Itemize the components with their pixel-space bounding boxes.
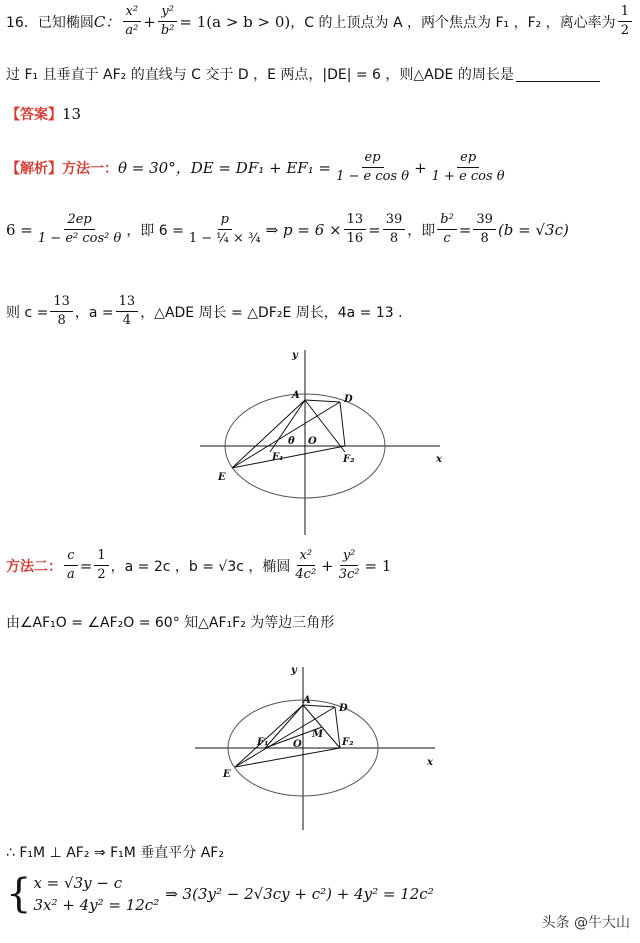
frac-num: b² <box>437 212 457 230</box>
label-D: D <box>344 394 353 405</box>
line-DF2 <box>340 402 345 446</box>
frac-num: 1 <box>618 4 632 22</box>
fraction <box>50 294 73 329</box>
frac-num: y² <box>158 4 177 22</box>
frac-num: 13 <box>116 294 139 312</box>
fraction <box>122 4 141 39</box>
label-O: O <box>293 739 302 750</box>
frac-num: x² <box>123 4 142 22</box>
label-x: x <box>427 757 433 768</box>
answer-value: 13 <box>62 105 82 123</box>
fraction <box>94 548 108 583</box>
plus-sign: + <box>143 12 156 31</box>
frac-den: 1 − e cos θ <box>336 169 410 184</box>
equation-text: θ = 30°，DE = DF₁ + EF₁ = <box>118 159 332 177</box>
frac-den: 8 <box>389 231 399 246</box>
equals-sign: = <box>368 220 381 239</box>
label-M: M <box>312 729 324 740</box>
frac-num: 2ep <box>64 212 94 230</box>
label-E: E <box>223 769 231 780</box>
frac-den: 2 <box>97 567 106 582</box>
frac-num: p <box>218 212 232 230</box>
frac-den: a <box>67 567 75 582</box>
frac-num: 1 <box>94 548 108 566</box>
label-theta: θ <box>288 436 295 447</box>
equation-text: 由∠AF₁O = ∠AF₂O = 60° 知△AF₁F₂ 为等边三角形 <box>6 615 335 631</box>
equals-sign: = <box>79 556 93 575</box>
frac-den: 8 <box>57 313 66 328</box>
equation-text: 6 = <box>6 220 33 239</box>
label-y: y <box>292 350 298 361</box>
line-EF2 <box>232 446 345 468</box>
fraction <box>344 212 367 247</box>
ellipse-diagram-2 <box>195 655 455 835</box>
problem-prefix: 16．已知椭圆 <box>6 14 94 31</box>
ellipse-name: C： <box>93 13 121 31</box>
frac-den: a² <box>125 23 139 38</box>
label-F2: F₂ <box>342 737 354 748</box>
method1-line-1: 【解析】方法一： θ = 30°，DE = DF₁ + EF₁ = $\frac{ep}{\text{1 − e cos θ}}$ + $\frac{ep}{\text{1 + e cos θ}}$ <box>6 150 510 185</box>
fraction <box>383 212 406 247</box>
system-equation-2: 3x² + 4y² = 12c² <box>33 896 160 914</box>
frac-num: x² <box>297 548 316 566</box>
method1-line-3 <box>6 294 403 329</box>
equation-text: ∴ F₁M ⊥ AF₂ ⇒ F₁M 垂直平分 AF₂ <box>6 845 224 861</box>
problem-line-2 <box>6 64 600 84</box>
label-D: D <box>339 703 348 714</box>
frac-den: 8 <box>480 231 489 246</box>
frac-den: 4c² <box>295 567 317 582</box>
equation-text: 则 c = <box>6 304 49 321</box>
problem-conditions: ，C 的上顶点为 A ，两个焦点为 F₁ ，F₂ ，离心率为 <box>290 14 616 31</box>
equation-text: ，a = <box>74 304 114 321</box>
watermark: 头条 @牛大山 <box>541 915 630 931</box>
frac-num: 13 <box>344 212 367 230</box>
frac-den: c <box>443 231 451 246</box>
equation-text: (b = √3c) <box>497 220 569 239</box>
label-x: x <box>436 454 442 465</box>
ellipse-diagram-1 <box>200 340 460 540</box>
answer-blank <box>516 67 600 82</box>
fraction <box>64 548 78 583</box>
frac-num: y² <box>340 548 359 566</box>
left-brace: { <box>6 871 32 917</box>
label-F1: F₁ <box>272 452 284 463</box>
line-AE <box>232 400 305 468</box>
method2-line-2 <box>6 612 334 632</box>
label-A: A <box>303 695 311 706</box>
label-E: E <box>218 472 226 483</box>
line-AF2 <box>303 705 340 748</box>
label-F1: F₁ <box>257 737 269 748</box>
equation-system <box>6 871 434 917</box>
method1-line-2 <box>6 212 569 247</box>
frac-num: c <box>64 548 77 566</box>
label-y: y <box>291 665 297 676</box>
fraction <box>158 4 178 39</box>
equation-text: ⇒ p = 6 × <box>265 220 342 239</box>
frac-den: 3c² <box>338 567 360 582</box>
method1-label: 【解析】方法一： <box>6 160 118 177</box>
fraction <box>186 212 264 247</box>
answer-line <box>6 104 81 124</box>
method2-line-1: 方法二： $\frac{c}{a}$ = $\frac{1}{2}$ ，a = 2c ，b = √3c ，椭圆 $\frac{\text{x²}}{\text{4c²}}$ + $\frac{\text{y²}}{\text{3c²}}$ = 1 <box>6 548 392 582</box>
equation-text: ，a = 2c ，b = √3c ，椭圆 <box>110 558 291 575</box>
equation-text: ，即 6 = <box>126 222 184 239</box>
frac-num: ep <box>362 150 384 168</box>
frac-den: 2 <box>620 23 629 38</box>
fraction <box>336 548 363 583</box>
label-F2: F₂ <box>343 454 355 465</box>
frac-den: b² <box>160 23 175 38</box>
frac-num: ep <box>457 150 479 168</box>
problem-question: 过 F₁ 且垂直于 AF₂ 的直线与 C 交于 D ，E 两点，|DE| = 6 ，则△ADE 的周长是 <box>6 67 514 83</box>
system-rows <box>33 874 159 914</box>
equation-text: = 1 <box>364 556 392 575</box>
fraction <box>292 548 319 583</box>
equals-sign: = <box>458 220 472 239</box>
fraction <box>429 150 508 185</box>
frac-den: 16 <box>346 231 364 246</box>
line-DE <box>232 402 340 468</box>
line-AE <box>235 705 303 767</box>
eccentricity-fraction <box>618 4 632 39</box>
equation-text: ，△ADE 周长 = △DF₂E 周长，4a = 13 . <box>140 304 403 321</box>
method2-label: 方法二： <box>6 558 62 575</box>
frac-num: 13 <box>50 294 73 312</box>
fraction <box>473 212 496 247</box>
frac-den: 1 − ¼ × ¾ <box>188 231 261 246</box>
fraction <box>116 294 139 329</box>
frac-den: 1 − e² cos² θ <box>37 231 122 246</box>
frac-den: 1 + e cos θ <box>431 169 505 184</box>
method2-line-3 <box>6 842 224 862</box>
label-O: O <box>308 436 317 447</box>
ellipse-condition: = 1(a > b > 0) <box>179 12 291 31</box>
line-AD <box>305 400 340 402</box>
frac-den: 4 <box>122 313 132 328</box>
fraction <box>437 212 457 247</box>
equation-text: ，即 <box>407 222 436 239</box>
fraction <box>35 212 124 247</box>
answer-label: 【答案】 <box>6 107 62 123</box>
label-A: A <box>292 390 300 401</box>
frac-num: 39 <box>383 212 406 230</box>
system-result: ⇒ 3(3y² − 2√3cy + c²) + 4y² = 12c² <box>165 885 434 903</box>
frac-num: 39 <box>473 212 496 230</box>
system-equation-1: x = √3y − c <box>33 874 123 892</box>
fraction <box>333 150 412 185</box>
problem-line-1 <box>6 4 634 39</box>
